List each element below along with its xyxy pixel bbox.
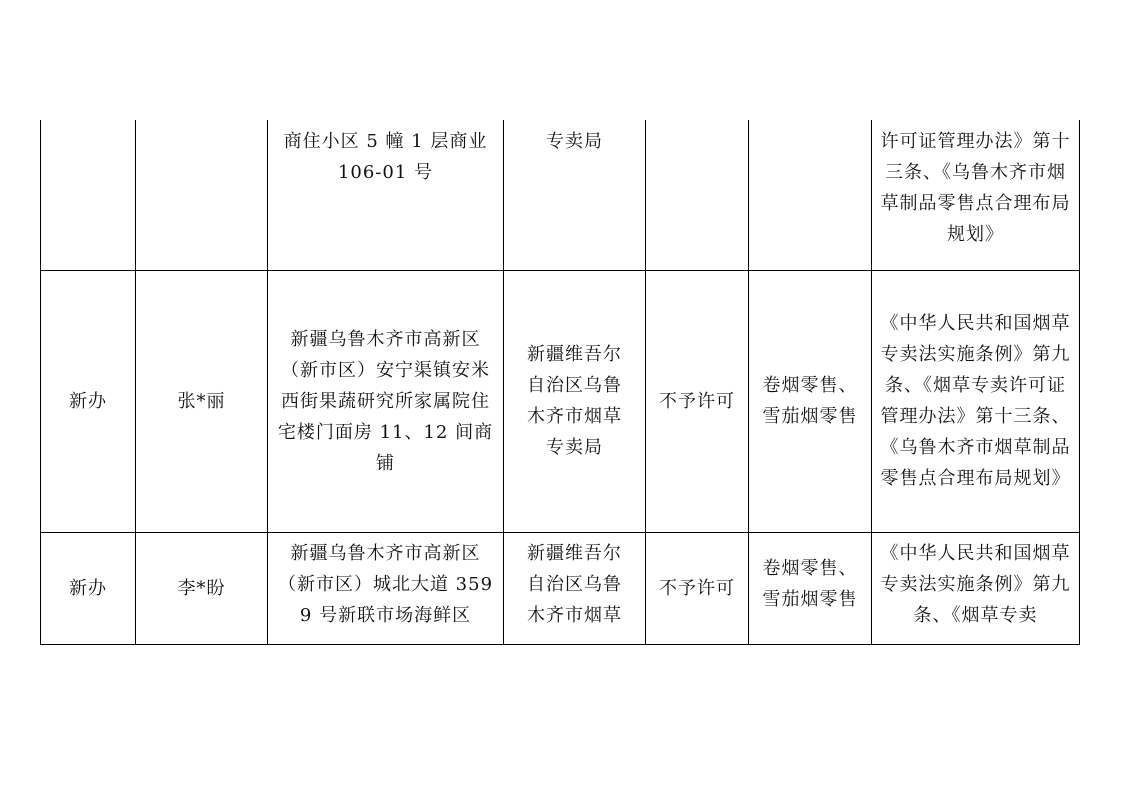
cell-name	[136, 270, 268, 532]
cell-address	[268, 532, 504, 644]
decision-text: 不予许可	[659, 390, 735, 412]
cell-type	[41, 120, 136, 270]
cell-decision	[646, 532, 749, 644]
authority-text: 新疆维吾尔自治区乌鲁木齐市烟草专卖局	[527, 344, 622, 458]
name-text: 张*丽	[177, 390, 226, 412]
table-row	[41, 120, 1080, 270]
cell-authority	[504, 270, 646, 532]
table-row	[41, 532, 1080, 644]
address-text: 新疆乌鲁木齐市高新区（新市区）城北大道 3599 号新联市场海鲜区	[277, 542, 494, 626]
address-text: 商住小区 5 幢 1 层商业 106-01 号	[283, 131, 488, 183]
authority-text: 新疆维吾尔自治区乌鲁木齐市烟草	[527, 542, 622, 626]
cell-type	[41, 270, 136, 532]
cell-basis	[872, 120, 1080, 270]
cell-scope	[749, 120, 872, 270]
basis-text: 许可证管理办法》第十三条、《乌鲁木齐市烟草制品零售点合理布局规划》	[880, 131, 1071, 245]
name-text: 李*盼	[177, 577, 226, 599]
cell-name	[136, 532, 268, 644]
permit-decision-table	[40, 120, 1080, 645]
cell-address	[268, 270, 504, 532]
basis-text: 《中华人民共和国烟草专卖法实施条例》第九条、《烟草专卖许可证管理办法》第十三条、《乌鲁木齐市烟草制品零售点合理布局规划》	[880, 313, 1071, 489]
cell-scope	[749, 532, 872, 644]
scope-text: 卷烟零售、雪茄烟零售	[762, 557, 858, 610]
basis-text: 《中华人民共和国烟草专卖法实施条例》第九条、《烟草专卖	[880, 542, 1071, 626]
type-text: 新办	[69, 390, 107, 412]
cell-decision	[646, 270, 749, 532]
type-text: 新办	[69, 577, 107, 599]
cell-name	[136, 120, 268, 270]
table-row	[41, 270, 1080, 532]
cell-type	[41, 532, 136, 644]
decision-text: 不予许可	[659, 577, 735, 599]
authority-text: 专卖局	[546, 131, 603, 152]
address-text: 新疆乌鲁木齐市高新区（新市区）安宁渠镇安米西街果蔬研究所家属院住宅楼门面房 11、12 间商铺	[277, 328, 494, 474]
cell-decision	[646, 120, 749, 270]
cell-authority	[504, 532, 646, 644]
cell-basis	[872, 532, 1080, 644]
cell-address	[268, 120, 504, 270]
cell-basis	[872, 270, 1080, 532]
cell-scope	[749, 270, 872, 532]
scope-text: 卷烟零售、雪茄烟零售	[762, 375, 858, 427]
cell-authority	[504, 120, 646, 270]
